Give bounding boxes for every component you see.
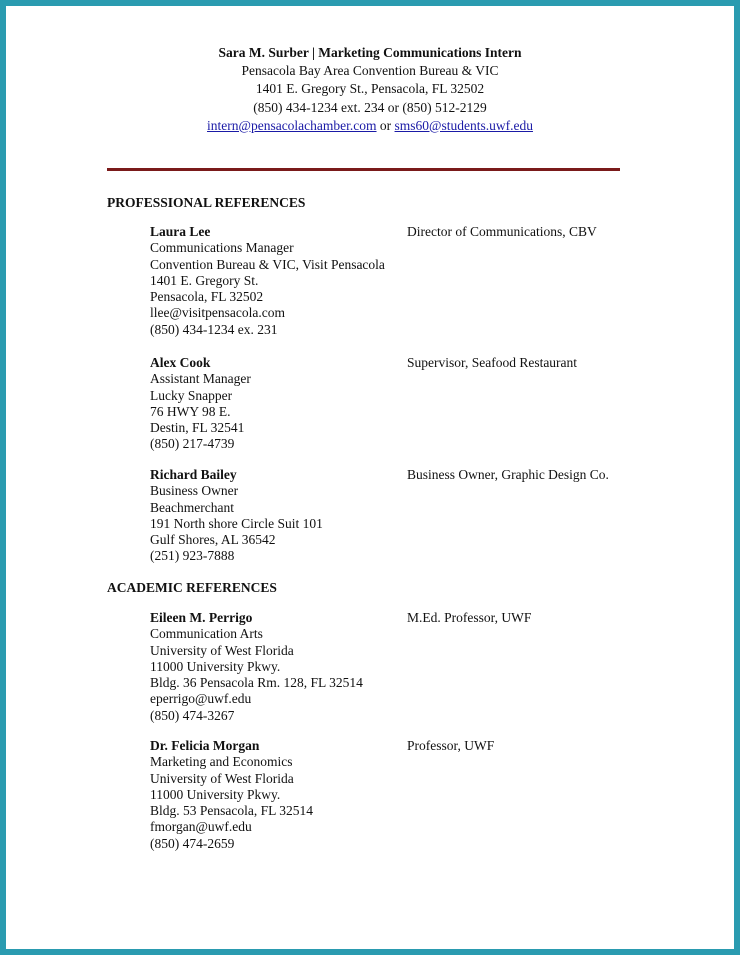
professional-heading: PROFESSIONAL REFERENCES <box>107 195 306 210</box>
reference-line: Bldg. 36 Pensacola Rm. 128, FL 32514 <box>150 675 363 691</box>
reference-line: University of West Florida <box>150 642 294 658</box>
reference-relation: Director of Communications, CBV <box>407 224 597 239</box>
reference-line: Pensacola, FL 32502 <box>150 289 264 305</box>
reference-line: Beachmerchant <box>150 499 234 515</box>
phone-line: (850) 434-1234 ext. 234 or (850) 512-2129 <box>253 99 487 115</box>
reference-line: (850) 434-1234 ex. 231 <box>150 321 278 337</box>
reference-line: 191 North shore Circle Suit 101 <box>150 515 323 531</box>
reference-line: 11000 University Pkwy. <box>150 786 281 802</box>
reference-line: University of West Florida <box>150 770 294 786</box>
reference-name: Eileen M. Perrigo <box>150 610 253 625</box>
reference-line: Destin, FL 32541 <box>150 420 245 436</box>
reference-line: Communications Manager <box>150 240 294 256</box>
reference-relation: Professor, UWF <box>407 738 495 753</box>
header <box>0 44 740 135</box>
divider-rule <box>107 168 620 171</box>
reference-line: (850) 474-2659 <box>150 835 235 851</box>
reference-name: Laura Lee <box>150 224 211 239</box>
address-line: 1401 E. Gregory St., Pensacola, FL 32502 <box>255 81 485 97</box>
reference-line: Communication Arts <box>150 626 263 642</box>
email-line <box>0 117 740 135</box>
reference-line: 1401 E. Gregory St. <box>150 272 259 288</box>
reference-name: Alex Cook <box>150 355 211 370</box>
reference-block <box>150 610 363 724</box>
or-text: or <box>376 117 395 133</box>
reference-line: 76 HWY 98 E. <box>150 403 231 419</box>
reference-line: Lucky Snapper <box>150 387 233 403</box>
reference-line: (850) 474-3267 <box>150 707 235 723</box>
reference-line: Assistant Manager <box>150 371 251 387</box>
name-line: Sara M. Surber | Marketing Communications Intern <box>218 45 522 60</box>
reference-block <box>150 738 313 852</box>
reference-line: Business Owner <box>150 483 239 499</box>
org-line: Pensacola Bay Area Convention Bureau & VIC <box>241 63 499 79</box>
reference-line: (850) 217-4739 <box>150 436 235 452</box>
reference-relation: Business Owner, Graphic Design Co. <box>407 467 609 482</box>
reference-name: Dr. Felicia Morgan <box>150 738 260 753</box>
reference-line: Marketing and Economics <box>150 754 293 770</box>
reference-name: Richard Bailey <box>150 467 237 482</box>
reference-line: 11000 University Pkwy. <box>150 658 281 674</box>
email-link-1[interactable]: intern@pensacolachamber.com <box>207 117 377 133</box>
reference-block <box>150 224 385 338</box>
reference-line: (251) 923-7888 <box>150 548 235 564</box>
reference-block <box>150 467 323 565</box>
reference-line: Convention Bureau & VIC, Visit Pensacola <box>150 256 385 272</box>
reference-line: llee@visitpensacola.com <box>150 305 286 321</box>
reference-line: Gulf Shores, AL 36542 <box>150 532 276 548</box>
email-link-2[interactable]: sms60@students.uwf.edu <box>394 117 533 133</box>
reference-line: fmorgan@uwf.edu <box>150 819 252 835</box>
reference-block <box>150 355 251 453</box>
reference-relation: M.Ed. Professor, UWF <box>407 610 532 625</box>
academic-heading: ACADEMIC REFERENCES <box>107 580 277 595</box>
reference-relation: Supervisor, Seafood Restaurant <box>407 355 578 370</box>
reference-line: Bldg. 53 Pensacola, FL 32514 <box>150 803 313 819</box>
document-page <box>6 6 734 949</box>
reference-line: eperrigo@uwf.edu <box>150 691 252 707</box>
